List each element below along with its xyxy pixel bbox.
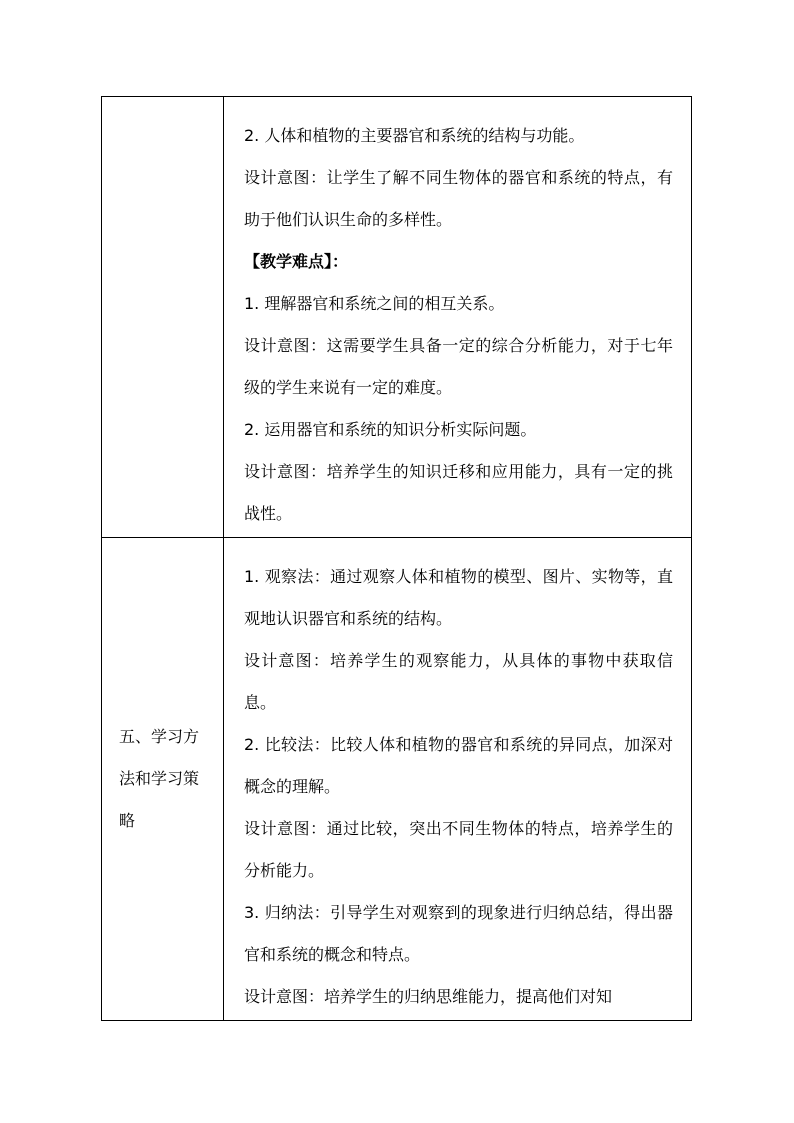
table-row (102, 538, 692, 1021)
design-intent: 设计意图：培养学生的观察能力，从具体的事物中获取信息。 (244, 651, 673, 712)
row-label-cell (102, 538, 224, 1021)
design-intent: 设计意图：培养学生的知识迁移和应用能力，具有一定的挑战性。 (244, 462, 673, 523)
design-intent: 设计意图：这需要学生具备一定的综合分析能力，对于七年级的学生来说有一定的难度。 (244, 336, 673, 397)
key-point-2: 2. 人体和植物的主要器官和系统的结构与功能。 (244, 126, 585, 145)
difficulty-1: 1. 理解器官和系统之间的相互关系。 (244, 294, 505, 313)
method-induction: 3. 归纳法：引导学生对观察到的现象进行归纳总结，得出器官和系统的概念和特点。 (244, 903, 673, 964)
table-row (102, 97, 692, 538)
design-intent: 设计意图：让学生了解不同生物体的器官和系统的特点，有助于他们认识生命的多样性。 (244, 168, 673, 229)
row-label: 五、学习方法和学习策略 (119, 727, 200, 830)
row-content-cell (224, 538, 692, 1021)
teaching-difficulty-heading: 【教学难点】： (244, 252, 349, 271)
method-observation: 1. 观察法：通过观察人体和植物的模型、图片、实物等，直观地认识器官和系统的结构。 (244, 567, 673, 628)
row-label-cell (102, 97, 224, 538)
design-intent: 设计意图：通过比较，突出不同生物体的特点，培养学生的分析能力。 (244, 819, 673, 880)
lesson-plan-table (101, 96, 692, 1021)
method-comparison: 2. 比较法：比较人体和植物的器官和系统的异同点，加深对概念的理解。 (244, 735, 673, 796)
row-content-cell (224, 97, 692, 538)
design-intent: 设计意图：培养学生的归纳思维能力，提高他们对知 (244, 987, 613, 1006)
difficulty-2: 2. 运用器官和系统的知识分析实际问题。 (244, 420, 537, 439)
